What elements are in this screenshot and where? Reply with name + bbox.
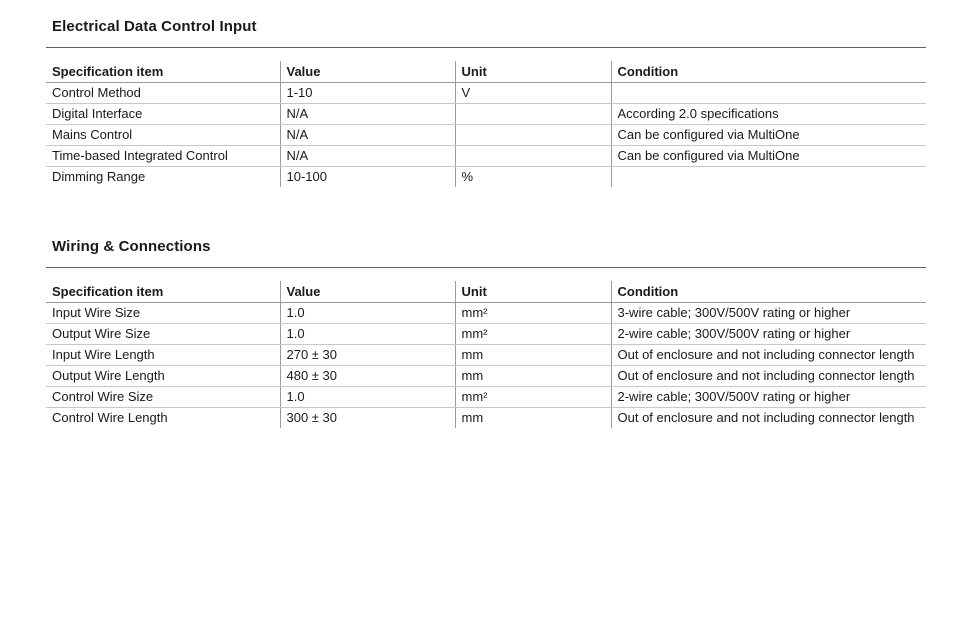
table-cell: Control Method [46, 83, 280, 104]
table-row [46, 303, 926, 324]
section-wiring-connections [46, 235, 926, 428]
table-cell: Control Wire Size [46, 387, 280, 408]
table-cell: Output Wire Size [46, 324, 280, 345]
table-cell: Can be configured via MultiOne [611, 125, 926, 146]
table-cell: Control Wire Length [52, 410, 168, 425]
table-cell [455, 146, 611, 167]
table-row [46, 104, 926, 125]
table-row [46, 387, 926, 408]
table-cell: N/A [280, 146, 455, 167]
table-cell: 1.0 [280, 324, 455, 345]
column-header: Condition [611, 61, 926, 83]
table-row [46, 345, 926, 366]
table-cell: Digital Interface [46, 104, 280, 125]
table-cell: Input Wire Length [46, 345, 280, 366]
table-cell: mm² [455, 303, 611, 324]
table-cell: 300 ± 30 [280, 408, 455, 429]
table-row [46, 146, 926, 167]
table-cell: mm [455, 366, 611, 387]
table-cell: 2-wire cable; 300V/500V rating or higher [611, 387, 926, 408]
table-header-row [46, 61, 926, 83]
table-cell: N/A [280, 125, 455, 146]
column-header: Value [280, 61, 455, 83]
table-cell [455, 125, 611, 146]
table-cell: 3-wire cable; 300V/500V rating or higher [611, 303, 926, 324]
table-cell: According 2.0 specifications [611, 104, 926, 125]
column-header: Specification item [46, 281, 280, 303]
table-cell: mm [455, 408, 611, 429]
table-cell: 480 ± 30 [280, 366, 455, 387]
table-cell: Dimming Range [52, 169, 146, 184]
table-cell: Output Wire Length [46, 366, 280, 387]
table-row [46, 366, 926, 387]
table-cell: mm² [455, 324, 611, 345]
table-cell: Out of enclosure and not including connector length [611, 345, 926, 366]
table-row [46, 125, 926, 146]
table-header-row [46, 281, 926, 303]
column-header: Unit [455, 61, 611, 83]
spec-table [46, 281, 926, 428]
table-row [46, 167, 926, 188]
table-cell: 1.0 [280, 303, 455, 324]
section-divider [46, 47, 926, 48]
table-cell: 1.0 [280, 387, 455, 408]
column-header: Value [280, 281, 455, 303]
section-divider [46, 267, 926, 268]
table-row [46, 83, 926, 104]
table-cell: mm [455, 345, 611, 366]
table-cell: 270 ± 30 [280, 345, 455, 366]
table-cell: 1-10 [280, 83, 455, 104]
table-cell: N/A [280, 104, 455, 125]
table-cell: Time-based Integrated Control [46, 146, 280, 167]
table-cell: Out of enclosure and not including connector length [611, 366, 926, 387]
table-cell: Input Wire Size [46, 303, 280, 324]
table-cell: 2-wire cable; 300V/500V rating or higher [611, 324, 926, 345]
section-title: Wiring & Connections [52, 238, 211, 255]
table-cell: Out of enclosure and not including connector length [611, 408, 926, 429]
table-cell [611, 83, 926, 104]
table-cell: Mains Control [46, 125, 280, 146]
table-cell: V [455, 83, 611, 104]
table-row [46, 408, 926, 429]
table-cell: 10-100 [280, 167, 455, 188]
spec-table [46, 61, 926, 187]
section-title: Electrical Data Control Input [52, 18, 257, 35]
table-row [46, 324, 926, 345]
column-header: Unit [455, 281, 611, 303]
section-electrical-data-control-input [46, 15, 926, 187]
column-header: Specification item [46, 61, 280, 83]
table-cell: Can be configured via MultiOne [611, 146, 926, 167]
column-header: Condition [611, 281, 926, 303]
table-cell [455, 104, 611, 125]
table-cell [611, 167, 926, 188]
table-cell: % [455, 167, 611, 188]
table-cell: mm² [455, 387, 611, 408]
